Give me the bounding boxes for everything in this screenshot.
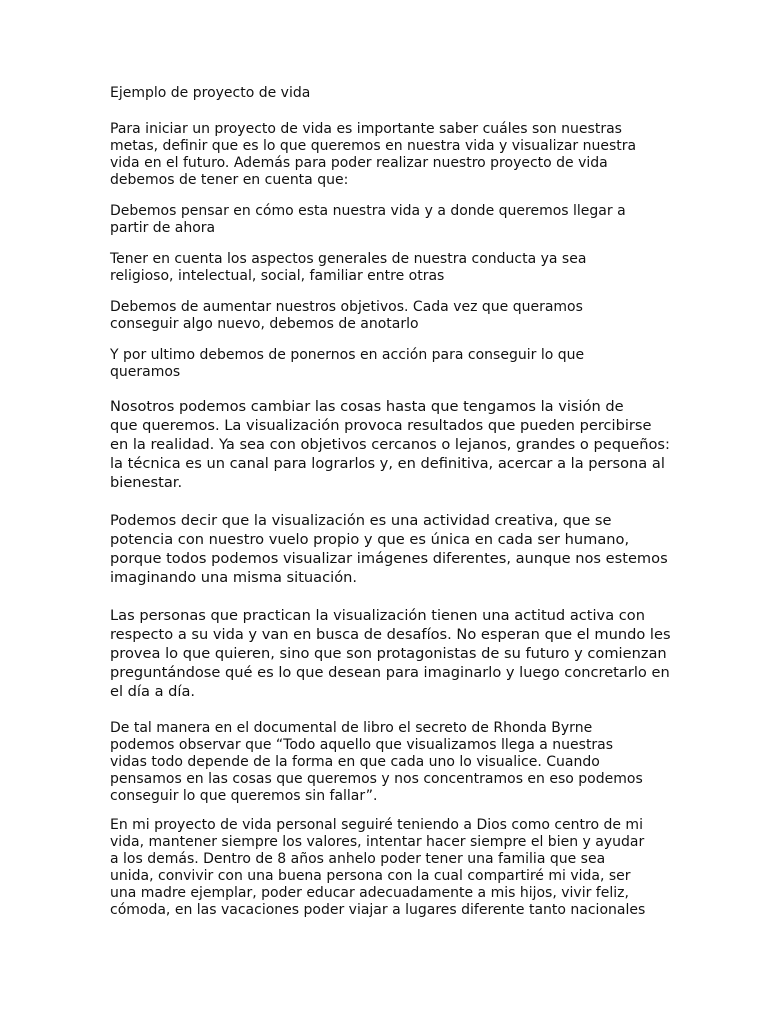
text-line: En mi proyecto de vida personal seguiré teniendo a Dios como centro de mi: [110, 817, 643, 833]
paragraph-visualization: [110, 397, 670, 492]
text-line: unida, convivir con una buena persona con la cual compartiré mi vida, ser: [110, 868, 631, 884]
text-line: Nosotros podemos cambiar las cosas hasta que tengamos la visión de: [110, 398, 624, 415]
text-line: Para iniciar un proyecto de vida es importante saber cuáles son nuestras: [110, 121, 622, 137]
text-line: en la realidad. Ya sea con objetivos cercanos o lejanos, grandes o pequeños:: [110, 436, 670, 453]
paragraph-point-4: [110, 347, 658, 381]
text-line: provea lo que quieren, sino que son protagonistas de su futuro y comienzan: [110, 645, 667, 662]
text-line: conseguir lo que queremos sin fallar”.: [110, 788, 378, 804]
text-line: preguntándose qué es lo que desean para imaginarlo y luego concretarlo en: [110, 664, 670, 681]
text-line: respecto a su vida y van en busca de desafíos. No esperan que el mundo les: [110, 626, 671, 643]
paragraph-personal-plan: [110, 817, 658, 919]
text-line: vida en el futuro. Además para poder realizar nuestro proyecto de vida: [110, 155, 608, 171]
paragraph-point-1: [110, 203, 658, 237]
text-line: debemos de tener en cuenta que:: [110, 172, 349, 188]
text-line: potencia con nuestro vuelo propio y que es única en cada ser humano,: [110, 531, 630, 548]
text-line: religioso, intelectual, social, familiar entre otras: [110, 268, 445, 284]
paragraph-intro: [110, 121, 658, 189]
document-title: Ejemplo de proyecto de vida: [110, 85, 311, 101]
text-line: partir de ahora: [110, 220, 216, 236]
text-line: Debemos de aumentar nuestros objetivos. Cada vez que queramos: [110, 299, 583, 315]
text-line: podemos observar que “Todo aquello que visualizamos llega a nuestras: [110, 737, 614, 753]
text-line: queramos: [110, 364, 181, 380]
text-line: una madre ejemplar, poder educar adecuadamente a mis hijos, vivir feliz,: [110, 885, 629, 901]
text-line: vida, mantener siempre los valores, intentar hacer siempre el bien y ayudar: [110, 834, 645, 850]
paragraph-point-3: [110, 299, 658, 333]
text-line: pensamos en las cosas que queremos y nos concentramos en eso podemos: [110, 771, 643, 787]
paragraph-point-2: [110, 251, 658, 285]
text-line: Podemos decir que la visualización es una actividad creativa, que se: [110, 512, 612, 529]
paragraph-rhonda-byrne: [110, 720, 658, 805]
text-line: conseguir algo nuevo, debemos de anotarlo: [110, 316, 419, 332]
text-line: el día a día.: [110, 683, 196, 700]
text-line: la técnica es un canal para lograrlos y, en definitiva, acercar a la persona al: [110, 455, 665, 472]
text-line: Las personas que practican la visualización tienen una actitud activa con: [110, 607, 645, 624]
text-line: Y por ultimo debemos de ponernos en acción para conseguir lo que: [110, 347, 585, 363]
paragraph-creative-activity: [110, 511, 668, 587]
text-line: De tal manera en el documental de libro el secreto de Rhonda Byrne: [110, 720, 593, 736]
text-line: bienestar.: [110, 474, 183, 491]
text-line: metas, definir que es lo que queremos en nuestra vida y visualizar nuestra: [110, 138, 637, 154]
text-line: que queremos. La visualización provoca resultados que pueden percibirse: [110, 417, 652, 434]
text-line: cómoda, en las vacaciones poder viajar a lugares diferente tanto nacionales: [110, 902, 646, 918]
text-line: porque todos podemos visualizar imágenes diferentes, aunque nos estemos: [110, 550, 668, 567]
text-line: imaginando una misma situación.: [110, 569, 358, 586]
text-line: Debemos pensar en cómo esta nuestra vida y a donde queremos llegar a: [110, 203, 626, 219]
text-line: vidas todo depende de la forma en que cada uno lo visualice. Cuando: [110, 754, 600, 770]
text-line: Tener en cuenta los aspectos generales de nuestra conducta ya sea: [110, 251, 587, 267]
paragraph-active-attitude: [110, 606, 671, 701]
text-line: a los demás. Dentro de 8 años anhelo poder tener una familia que sea: [110, 851, 606, 867]
document-page: [110, 84, 671, 919]
